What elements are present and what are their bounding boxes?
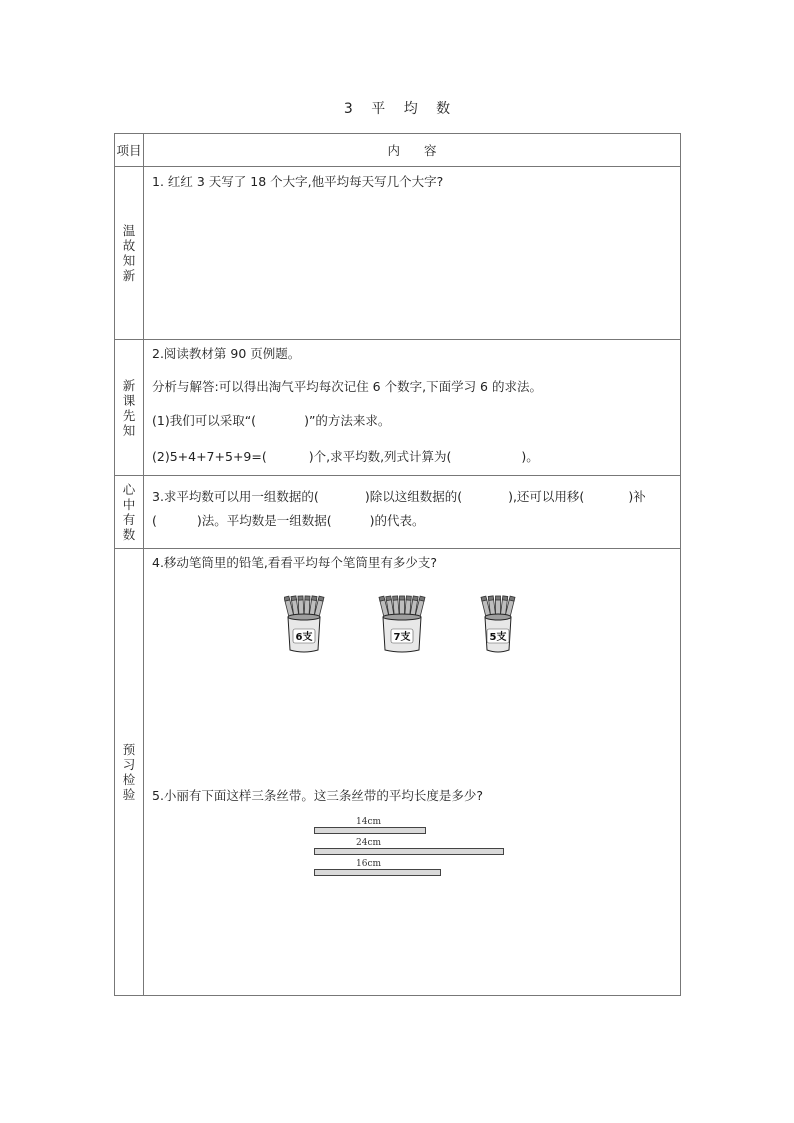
question-3-line-1: 3.求平均数可以用一组数据的( )除以这组数据的( ),还可以用移( )补	[152, 489, 646, 504]
title-char-3: 数	[436, 101, 451, 117]
question-4: 4.移动笔筒里的铅笔,看看平均每个笔筒里有多少支?	[152, 555, 438, 570]
pencil-cups-illustration	[284, 589, 544, 659]
ribbon-bar	[314, 869, 441, 876]
row-preview	[115, 340, 681, 476]
pencil-cup-label: 7支	[393, 632, 411, 643]
title-number: 3	[343, 101, 353, 117]
header-row	[115, 134, 681, 167]
row-review	[115, 167, 681, 340]
title-char-1: 平	[371, 101, 386, 117]
row-label-summary: 心中有数	[115, 476, 144, 549]
row-content-review	[144, 167, 681, 340]
page-title	[0, 98, 794, 118]
header-content-label: 内 容	[144, 134, 681, 167]
worksheet-table	[114, 133, 681, 996]
pencil-cup	[284, 596, 324, 652]
pencil-cup	[481, 596, 515, 652]
row-label-preview: 新课先知	[115, 340, 144, 476]
row-label-check: 预习检验	[115, 549, 144, 996]
row-label-review: 温故知新	[115, 167, 144, 340]
row-content-preview	[144, 340, 681, 476]
question-3-line-2: ( )法。平均数是一组数据( )的代表。	[152, 513, 425, 528]
ribbon-label: 16cm	[356, 859, 382, 869]
title-char-2: 均	[403, 101, 418, 117]
pencil-cup-label: 6支	[295, 632, 313, 643]
question-5: 5.小丽有下面这样三条丝带。这三条丝带的平均长度是多少?	[152, 788, 484, 803]
ribbon-label: 24cm	[356, 838, 382, 848]
question-1: 1. 红红 3 天写了 18 个大字,他平均每天写几个大字?	[152, 174, 444, 189]
sub-question-2: (2)5+4+7+5+9=( )个,求平均数,列式计算为( )。	[152, 449, 539, 464]
row-check	[115, 549, 681, 996]
analysis-line: 分析与解答:可以得出淘气平均每次记住 6 个数字,下面学习 6 的求法。	[152, 379, 542, 394]
row-content-summary	[144, 476, 681, 549]
pencil-cup-label: 5支	[489, 632, 507, 643]
sub-question-1: (1)我们可以采取“( )”的方法来求。	[152, 413, 391, 428]
header-item-label: 项目	[115, 134, 144, 167]
ribbon-label: 14cm	[356, 817, 382, 827]
pencil-cup	[379, 596, 425, 652]
ribbons-illustration	[314, 817, 534, 887]
row-summary	[115, 476, 681, 549]
row-content-check	[144, 549, 681, 996]
question-2: 2.阅读教材第 90 页例题。	[152, 346, 301, 361]
ribbon-bar	[314, 848, 504, 855]
ribbon-bar	[314, 827, 426, 834]
